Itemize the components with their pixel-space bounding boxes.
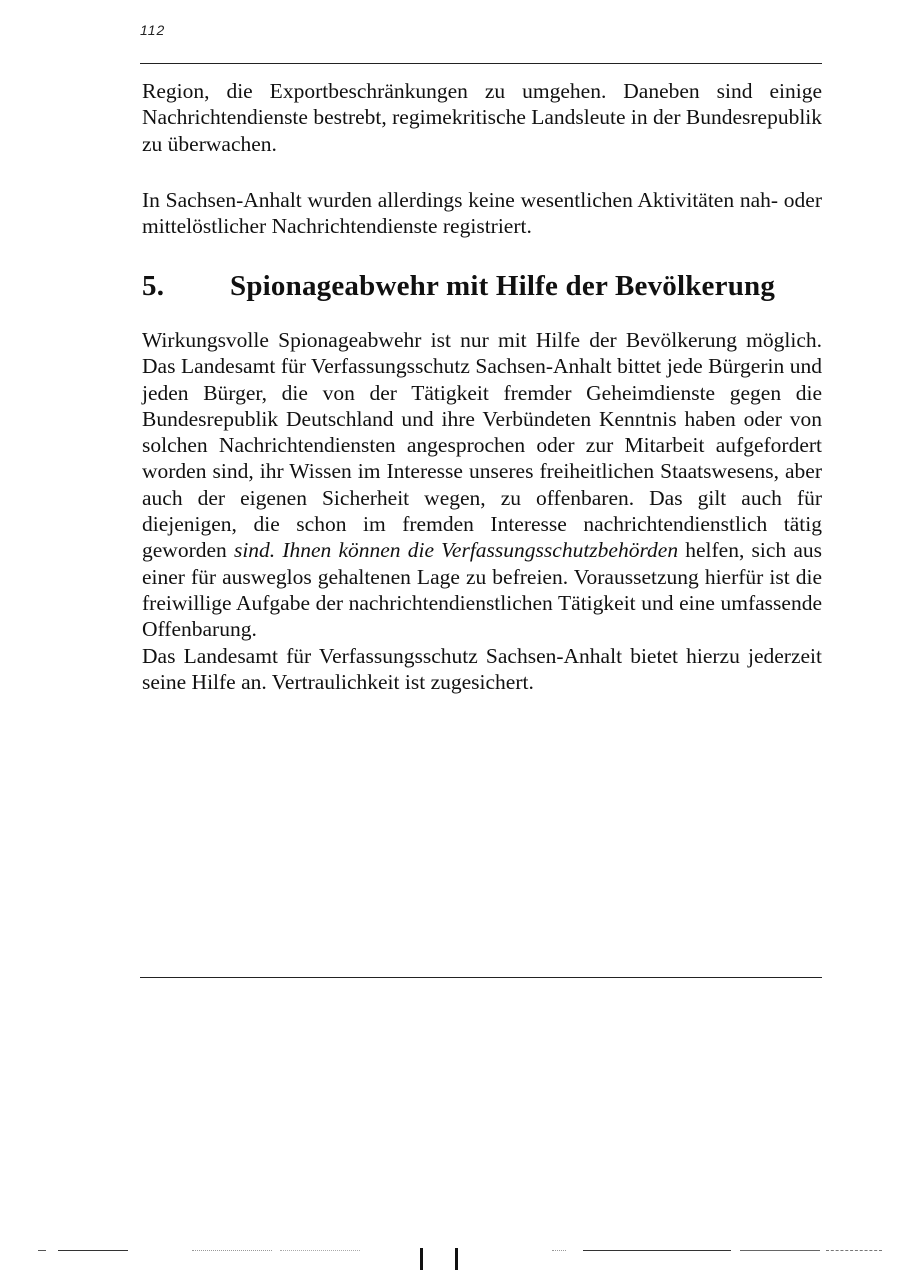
paragraph-counterintelligence-italic: sind. Ihnen können die Verfassungsschutzbehörden <box>233 538 679 563</box>
scan-dash <box>58 1250 128 1251</box>
scan-dash <box>38 1250 46 1251</box>
intro-text <box>142 78 822 157</box>
scan-dash <box>826 1250 882 1251</box>
section-number: 5. <box>142 270 165 302</box>
scan-dash <box>192 1250 272 1251</box>
section-heading <box>142 270 822 303</box>
paragraph-counterintelligence-part1: Wirkungsvolle Spionageabwehr ist nur mit Hilfe der Bevölkerung möglich. Das Landesamt für Verfassungsschutz Sachsen-Anhalt bittet jede Bürgerin und jeden Bürger, die von der Tätigkeit fremder Geheimdienste gegen die Bundesrepublik Deutschland und ihre Verbündeten Kenntnis haben oder von solchen Nachrichtendiensten angesprochen oder zur Mitarbeit aufgefordert worden sind, ihr Wissen im Interesse unseres freiheitlichen Staatswesens, aber auch der eigenen Sicherheit wegen, zu offenbaren. Das gilt auch für diejenigen, die schon im fremden Interesse nachrichtendienstlich tätig geworden <box>142 328 822 563</box>
scan-dash <box>552 1250 566 1251</box>
paragraph-export-restrictions: Region, die Exportbeschränkungen zu umgehen. Daneben sind einige Nachrichtendienste bestrebt, regimekritische Landsleute in der Bundesrepublik zu überwachen. <box>142 79 823 156</box>
paragraph-saxony-anhalt: In Sachsen-Anhalt wurden allerdings keine wesentlichen Aktivitäten nah- oder mittelöstlicher Nachrichtendienste registriert. <box>142 188 822 239</box>
scan-bar <box>420 1248 423 1270</box>
page-number: 112 <box>140 22 166 38</box>
header-rule <box>140 63 822 64</box>
section-body <box>142 327 822 695</box>
scan-artifacts <box>0 1238 900 1274</box>
scan-dash <box>583 1250 731 1251</box>
footer-rule <box>140 977 822 978</box>
scan-dash <box>740 1250 820 1251</box>
scan-dash <box>280 1250 360 1251</box>
paragraph-counterintelligence-part2: helfen, sich aus einer für ausweglos gehaltenen Lage zu befreien. Voraussetzung hierfür ist die freiwillige Aufgabe der nachrichtendienstlichen Tätigkeit und eine umfassende Offenbarung. <box>142 538 822 642</box>
scan-bar <box>455 1248 458 1270</box>
paragraph-counterintelligence <box>142 327 822 643</box>
paragraph-offer-help: Das Landesamt für Verfassungsschutz Sachsen-Anhalt bietet hierzu jederzeit seine Hilfe an. Vertraulichkeit ist zugesichert. <box>142 643 822 694</box>
section-title: Spionageabwehr mit Hilfe der Bevölkerung <box>230 270 776 302</box>
saxony-anhalt-text <box>142 187 822 240</box>
